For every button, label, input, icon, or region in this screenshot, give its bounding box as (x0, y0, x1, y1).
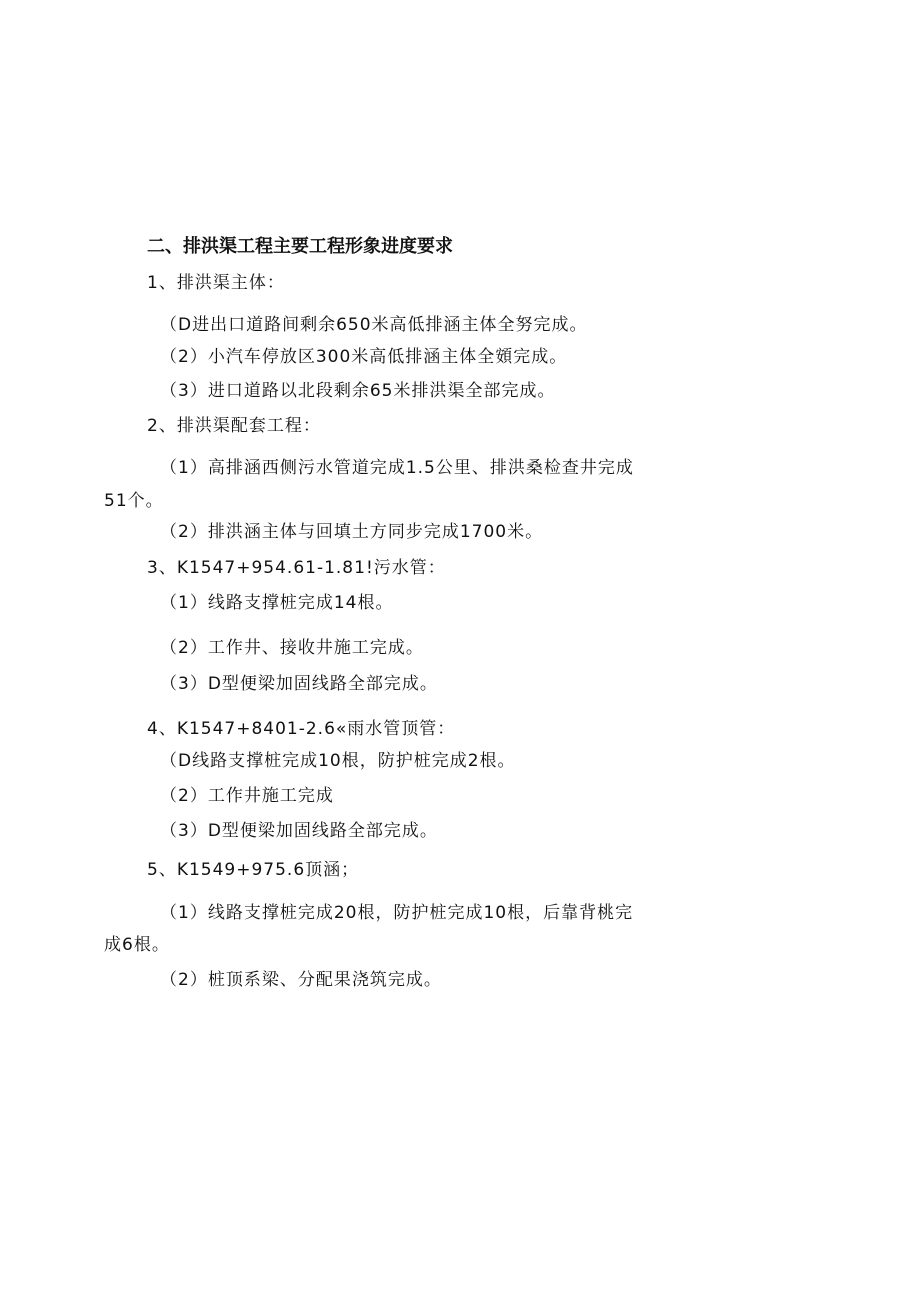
item-2-line-1-cont: 51个。 (104, 491, 164, 511)
item-1-line-2: （2）小汽车停放区300米高低排涵主体全頞完成。 (160, 347, 568, 367)
item-5-line-1: （1）线路支撑桩完成20根，防护桩完成10根，后靠背桃完 (160, 903, 634, 923)
item-2-title: 2、排洪渠配套工程： (147, 416, 321, 436)
item-2-line-2: （2）排洪涵主体与回填土方同步完成1700米。 (160, 522, 544, 542)
item-5-title: 5、K1549+975.6顶涵； (147, 860, 360, 880)
item-1-line-1: （D进出口道路间剩余650米高低排涵主体全努完成。 (160, 315, 588, 335)
item-2-line-1: （1）高排涵西侧污水管道完成1.5公里、排洪桑检查井完成 (160, 458, 634, 478)
item-4-title: 4、K1547+8401-2.6«雨水管顶管： (147, 719, 456, 739)
item-4-line-2: （2）工作井施工完成 (160, 786, 334, 806)
item-3-line-1: （1）线路支撑桩完成14根。 (160, 593, 394, 613)
item-4-line-1: （D线路支撑桩完成10根，防护桩完成2根。 (160, 751, 516, 771)
item-1-line-3: （3）进口道路以北段剩余65米排洪渠全部完成。 (160, 381, 556, 401)
item-5-line-1-cont: 成6根。 (104, 935, 170, 955)
section-heading: 二、排洪渠工程主要工程形象进度要求 (147, 236, 453, 257)
item-1-title: 1、排洪渠主体： (147, 273, 285, 293)
item-5-line-2: （2）桩顶系梁、分配果浇筑完成。 (160, 970, 442, 990)
item-3-line-3: （3）D型便梁加固线路全部完成。 (160, 674, 438, 694)
item-4-line-3: （3）D型便梁加固线路全部完成。 (160, 821, 438, 841)
item-3-title: 3、K1547+954.61-1.81!污水管： (147, 558, 446, 578)
item-3-line-2: （2）工作井、接收井施工完成。 (160, 638, 424, 658)
